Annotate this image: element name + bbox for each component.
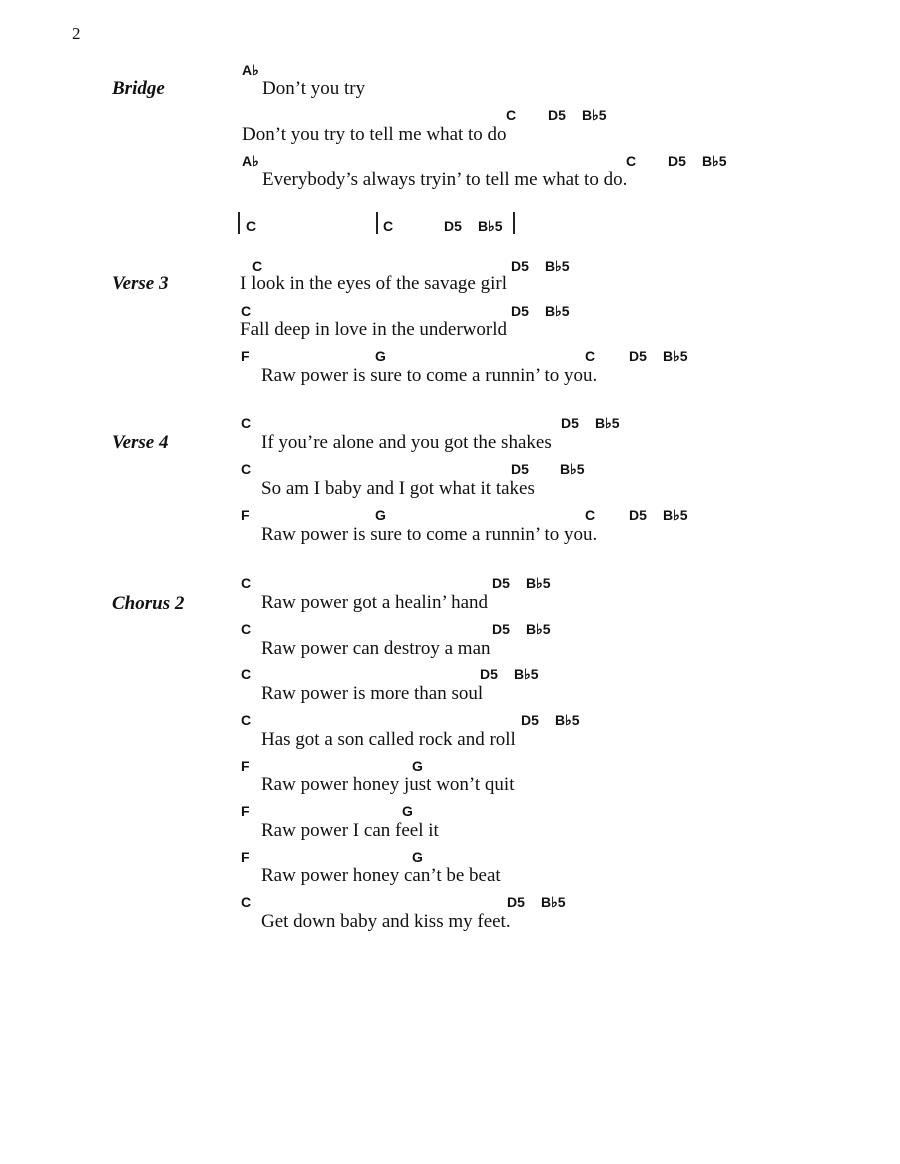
chord: B♭5 bbox=[555, 712, 580, 728]
page-number: 2 bbox=[72, 24, 81, 43]
lyric-line: Everybody’s always tryin’ to tell me what to do. bbox=[262, 169, 628, 190]
chord: C bbox=[241, 461, 252, 477]
section-label-verse-3: Verse 3 bbox=[112, 273, 169, 294]
chord: B♭5 bbox=[545, 303, 570, 319]
chord: D5 bbox=[668, 153, 686, 169]
lyric-line: Raw power honey can’t be beat bbox=[261, 865, 501, 886]
chord: C bbox=[585, 507, 596, 523]
chord: B♭5 bbox=[595, 415, 620, 431]
lyric-line: Raw power is sure to come a runnin’ to you. bbox=[261, 365, 598, 386]
chord: D5 bbox=[480, 666, 498, 682]
bar-line bbox=[513, 212, 515, 234]
lyric-line: Don’t you try to tell me what to do bbox=[242, 124, 507, 145]
chord: D5 bbox=[492, 621, 510, 637]
lyric-line: Raw power can destroy a man bbox=[261, 638, 491, 659]
chord: B♭5 bbox=[545, 258, 570, 274]
lyric-line: If you’re alone and you got the shakes bbox=[261, 432, 552, 453]
chord: D5 bbox=[561, 415, 579, 431]
chord: D5 bbox=[548, 107, 566, 123]
lyric-line: Get down baby and kiss my feet. bbox=[261, 911, 511, 932]
chord: F bbox=[241, 758, 250, 774]
chord: C bbox=[241, 894, 252, 910]
lyric-line: I look in the eyes of the savage girl bbox=[240, 273, 507, 294]
chord: B♭5 bbox=[478, 218, 503, 234]
chord: B♭5 bbox=[663, 507, 688, 523]
chord: B♭5 bbox=[582, 107, 607, 123]
lyric-line: Raw power got a healin’ hand bbox=[261, 592, 489, 613]
chord: C bbox=[241, 712, 252, 728]
lyric-line: Raw power is more than soul bbox=[261, 683, 484, 704]
chord: B♭5 bbox=[663, 348, 688, 364]
chord: C bbox=[241, 621, 252, 637]
chord: D5 bbox=[521, 712, 539, 728]
chord: A♭ bbox=[242, 62, 259, 78]
bar-line bbox=[238, 212, 240, 234]
chord: A♭ bbox=[242, 153, 259, 169]
chord: B♭5 bbox=[526, 575, 551, 591]
chord: C bbox=[241, 575, 252, 591]
chord: G bbox=[402, 803, 413, 819]
chord: D5 bbox=[492, 575, 510, 591]
chord: B♭5 bbox=[560, 461, 585, 477]
chord: C bbox=[506, 107, 517, 123]
chord: G bbox=[375, 507, 386, 523]
chord: C bbox=[241, 666, 252, 682]
lyric-line: So am I baby and I got what it takes bbox=[261, 478, 535, 499]
chord: C bbox=[246, 218, 257, 234]
chord: C bbox=[241, 303, 252, 319]
chord: C bbox=[252, 258, 263, 274]
section-label-bridge: Bridge bbox=[112, 78, 165, 99]
lyric-line: Raw power honey just won’t quit bbox=[261, 774, 515, 795]
chord: D5 bbox=[629, 348, 647, 364]
chord: B♭5 bbox=[702, 153, 727, 169]
lyric-line: Fall deep in love in the underworld bbox=[240, 319, 507, 340]
lyric-line: Has got a son called rock and roll bbox=[261, 729, 516, 750]
chord: G bbox=[375, 348, 386, 364]
chord: C bbox=[241, 415, 252, 431]
chord: D5 bbox=[511, 303, 529, 319]
section-label-chorus-2: Chorus 2 bbox=[112, 593, 185, 614]
chord: D5 bbox=[444, 218, 462, 234]
chord: C bbox=[585, 348, 596, 364]
section-label-verse-4: Verse 4 bbox=[112, 432, 169, 453]
chord: F bbox=[241, 849, 250, 865]
chord: B♭5 bbox=[526, 621, 551, 637]
chord: D5 bbox=[511, 258, 529, 274]
lyric-line: Don’t you try bbox=[262, 78, 366, 99]
chord: G bbox=[412, 849, 423, 865]
chord: C bbox=[626, 153, 637, 169]
chord: D5 bbox=[507, 894, 525, 910]
chord: C bbox=[383, 218, 394, 234]
chord: D5 bbox=[511, 461, 529, 477]
chord: F bbox=[241, 348, 250, 364]
chord: F bbox=[241, 803, 250, 819]
chord: G bbox=[412, 758, 423, 774]
lyric-line: Raw power I can feel it bbox=[261, 820, 439, 841]
chord: F bbox=[241, 507, 250, 523]
lyric-line: Raw power is sure to come a runnin’ to you. bbox=[261, 524, 598, 545]
chord: B♭5 bbox=[514, 666, 539, 682]
chord: D5 bbox=[629, 507, 647, 523]
chord: B♭5 bbox=[541, 894, 566, 910]
bar-line bbox=[376, 212, 378, 234]
